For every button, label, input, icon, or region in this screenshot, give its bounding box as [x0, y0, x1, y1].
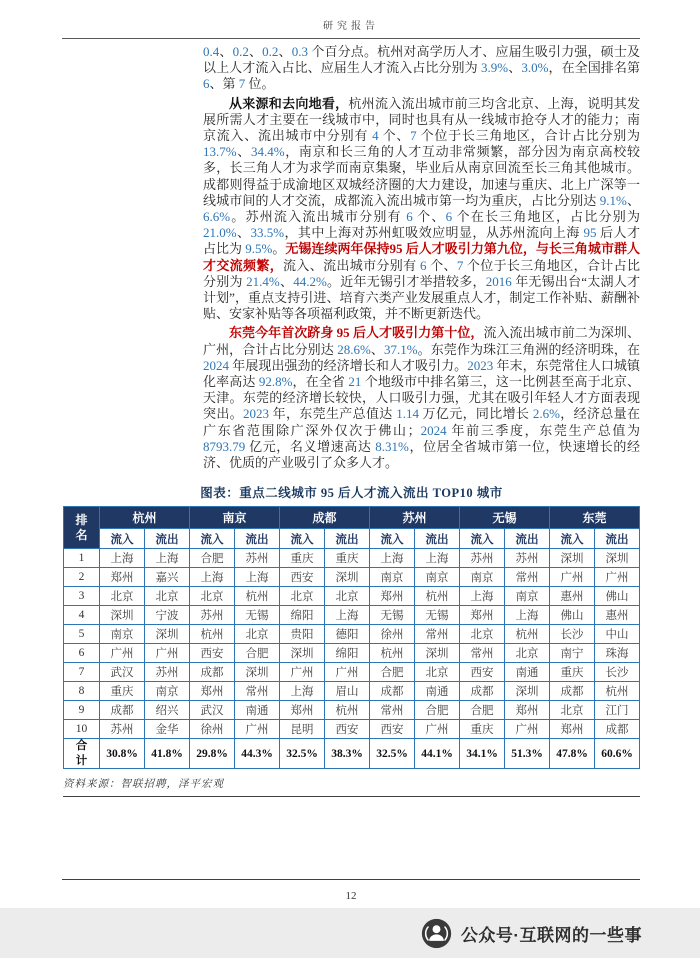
city-cell: 北京	[100, 587, 145, 606]
city-cell: 常州	[415, 625, 460, 644]
city-cell: 南通	[505, 663, 550, 682]
rank-cell: 8	[64, 682, 100, 701]
page-number: 12	[345, 890, 357, 902]
highlighted-number: 0.3	[291, 44, 308, 59]
total-percent-cell: 29.8%	[190, 739, 235, 769]
text-segment-normal: 流入流出城市前二为深圳、广州，合计占比分别达 28.6%、37.1%。东莞作为珠江三角洲的经济明珠，在 2024 年展现出强劲的经济增长和人才吸引力。2023 年末，东莞常住人口城镇化率高达 92.8%，在全省 21 个地级市中排名第三，这一比例甚至高于北京、天津。东莞的经济增长较快，人口吸引力强，尤其在吸引年轻人才方面表现突出。2023 年，东莞生产总值达 1.14 万亿元，同比增长 2.6%，经济总量在广东省范围除广深外仅次于佛山；2024 年前三季度，东莞生产总值为 8793.79 亿元，名义增速高达 8.31%，位居全省城市第一位，快速增长的经济、优质的产业吸引了众多人才。	[203, 325, 640, 471]
flow-in-header: 流入	[100, 529, 145, 549]
rank-cell: 3	[64, 587, 100, 606]
highlighted-number: 13.7%	[203, 144, 237, 160]
highlighted-number: 8.31%	[375, 438, 409, 454]
flow-in-header: 流入	[460, 529, 505, 549]
total-label-cell: 合计	[64, 739, 100, 769]
highlighted-number: 2024	[203, 357, 229, 373]
city-cell: 南通	[235, 701, 280, 720]
city-cell: 重庆	[325, 549, 370, 568]
highlighted-number: 21.4%	[246, 273, 280, 289]
city-cell: 重庆	[460, 720, 505, 739]
city-cell: 无锡	[235, 606, 280, 625]
highlighted-number: 21.0%	[203, 225, 237, 241]
city-cell: 绍兴	[145, 701, 190, 720]
rank-cell: 1	[64, 549, 100, 568]
city-cell: 上海	[460, 587, 505, 606]
city-cell: 常州	[505, 568, 550, 587]
city-cell: 成都	[550, 682, 595, 701]
table-caption: 图表：重点二线城市 95 后人才流入流出 TOP10 城市	[200, 486, 503, 501]
city-cell: 苏州	[505, 549, 550, 568]
highlighted-number: 28.6%	[337, 341, 371, 357]
flow-out-header: 流出	[415, 529, 460, 549]
highlighted-number: 6	[203, 76, 210, 92]
city-cell: 西安	[460, 663, 505, 682]
city-cell: 西安	[280, 568, 325, 587]
city-cell: 杭州	[235, 587, 280, 606]
city-cell: 南京	[370, 568, 415, 587]
city-cell: 西安	[190, 644, 235, 663]
city-cell: 南京	[100, 625, 145, 644]
total-percent-cell: 47.8%	[550, 739, 595, 769]
highlighted-number: 0.2	[262, 44, 279, 59]
total-percent-cell: 32.5%	[280, 739, 325, 769]
page-content	[63, 44, 640, 797]
city-cell: 常州	[235, 682, 280, 701]
city-cell: 西安	[370, 720, 415, 739]
city-cell: 广州	[235, 720, 280, 739]
report-header-title: 研究报告	[323, 21, 379, 32]
data-source-note: 资料来源：智联招聘，泽平宏观	[63, 779, 224, 791]
highlighted-number: 2024	[420, 422, 447, 438]
city-cell: 南京	[505, 587, 550, 606]
table-row	[64, 606, 640, 625]
city-cell: 昆明	[280, 720, 325, 739]
flow-in-header: 流入	[280, 529, 325, 549]
city-cell: 佛山	[550, 606, 595, 625]
city-header: 成都	[280, 507, 370, 529]
total-percent-cell: 44.3%	[235, 739, 280, 769]
city-cell: 徐州	[370, 625, 415, 644]
highlighted-number: 3.0%	[521, 60, 549, 76]
city-cell: 成都	[595, 720, 640, 739]
highlighted-number: 33.5%	[250, 225, 285, 241]
city-cell: 广州	[100, 644, 145, 663]
highlighted-number: 2023	[467, 357, 494, 373]
city-cell: 郑州	[460, 606, 505, 625]
wechat-account-name: 公众号·互联网的一些事	[460, 925, 642, 945]
city-cell: 杭州	[595, 682, 640, 701]
city-cell: 广州	[595, 568, 640, 587]
highlighted-number: 21	[348, 374, 362, 390]
city-cell: 江门	[595, 701, 640, 720]
table-row	[64, 625, 640, 644]
city-cell: 苏州	[190, 606, 235, 625]
talent-flow-table	[63, 506, 640, 769]
total-percent-cell: 34.1%	[460, 739, 505, 769]
city-cell: 深圳	[100, 606, 145, 625]
city-cell: 杭州	[415, 587, 460, 606]
highlighted-number: 95	[583, 225, 597, 241]
rank-cell: 9	[64, 701, 100, 720]
city-cell: 深圳	[415, 644, 460, 663]
highlighted-number: 6	[406, 209, 413, 225]
city-cell: 成都	[190, 663, 235, 682]
city-cell: 深圳	[595, 549, 640, 568]
city-cell: 深圳	[505, 682, 550, 701]
header-rule	[62, 38, 640, 39]
table-row	[64, 682, 640, 701]
flow-out-header: 流出	[595, 529, 640, 549]
city-cell: 武汉	[100, 663, 145, 682]
text-segment-normal: 0.4、0.2、0.2、0.3 个百分点。杭州对高学历人才、应届生吸引力强，硕士及以上人才流入占比、应届生人才流入占比分别为 3.9%、3.0%，在全国排名第 6、第 7 位。	[203, 44, 640, 92]
highlighted-number: 7	[238, 76, 246, 92]
total-percent-cell: 41.8%	[145, 739, 190, 769]
city-cell: 深圳	[325, 568, 370, 587]
city-cell: 合肥	[370, 663, 415, 682]
city-cell: 德阳	[325, 625, 370, 644]
footer-rule	[62, 879, 640, 880]
highlighted-number: 7	[456, 257, 464, 273]
city-cell: 上海	[370, 549, 415, 568]
highlighted-number: 2016	[485, 273, 512, 289]
city-cell: 长沙	[550, 625, 595, 644]
city-cell: 长沙	[595, 663, 640, 682]
city-cell: 贵阳	[280, 625, 325, 644]
city-cell: 杭州	[325, 701, 370, 720]
city-cell: 重庆	[100, 682, 145, 701]
city-cell: 苏州	[235, 549, 280, 568]
city-cell: 上海	[190, 568, 235, 587]
city-cell: 南京	[145, 682, 190, 701]
text-segment-red: 东莞今年首次跻身 95 后人才吸引力第十位，	[229, 325, 484, 341]
city-header: 无锡	[460, 507, 550, 529]
paragraph	[203, 96, 640, 323]
city-cell: 苏州	[145, 663, 190, 682]
table-row	[64, 587, 640, 606]
city-cell: 珠海	[595, 644, 640, 663]
highlighted-number: 2023	[243, 406, 270, 422]
city-cell: 广州	[325, 663, 370, 682]
city-cell: 中山	[595, 625, 640, 644]
city-cell: 郑州	[550, 720, 595, 739]
city-header: 杭州	[100, 507, 190, 529]
city-cell: 武汉	[190, 701, 235, 720]
city-cell: 重庆	[550, 663, 595, 682]
city-cell: 南宁	[550, 644, 595, 663]
city-cell: 合肥	[190, 549, 235, 568]
city-cell: 杭州	[370, 644, 415, 663]
rank-cell: 6	[64, 644, 100, 663]
highlighted-number: 37.1%	[383, 341, 418, 357]
city-cell: 苏州	[460, 549, 505, 568]
highlighted-number: 2.6%	[532, 406, 560, 422]
table-row	[64, 663, 640, 682]
total-percent-cell: 32.5%	[370, 739, 415, 769]
highlighted-number: 3.9%	[481, 60, 509, 76]
city-cell: 杭州	[190, 625, 235, 644]
city-cell: 合肥	[235, 644, 280, 663]
city-cell: 上海	[280, 682, 325, 701]
city-cell: 北京	[145, 587, 190, 606]
city-cell: 深圳	[235, 663, 280, 682]
page-footer	[62, 879, 640, 902]
text-segment-normal: 杭州流入流出城市前三均含北京、上海，说明其发展所需人才主要在一线城市中，同时也具有从一线城市抢夺人才的能力；南京流入、流出城市中分别有 4 个、7 个位于长三角地区，合计占比分别为 13.7%、34.4%，南京和长三角的人才互动非常频繁，部分因为南京高校较多，长三角人才为求学而南京集聚，毕业后从南京回流至长三角其他城市。成都则得益于成渝地区双城经济圈的大力建设，加速与重庆、北上广深等一线城市间的人才交流，成都流入流出城市第一均为重庆，占比分别达 9.1%、6.6%。苏州流入流出城市分别有 6 个、6 个在长三角地区，占比分别为 21.0%、33.5%，其中上海对苏州虹吸效应明显，从苏州流向上海 95 后人才占比为 9.5%。	[203, 95, 640, 257]
city-cell: 眉山	[325, 682, 370, 701]
highlighted-number: 8793.79	[203, 438, 246, 454]
city-cell: 无锡	[415, 606, 460, 625]
city-cell: 北京	[460, 625, 505, 644]
city-cell: 合肥	[460, 701, 505, 720]
flow-in-header: 流入	[370, 529, 415, 549]
highlighted-number: 9.1%	[599, 192, 627, 208]
city-cell: 广州	[280, 663, 325, 682]
table-row	[64, 549, 640, 568]
city-cell: 惠州	[550, 587, 595, 606]
rank-cell: 2	[64, 568, 100, 587]
city-cell: 南通	[415, 682, 460, 701]
city-header: 苏州	[370, 507, 460, 529]
text-segment-bold: 从来源和去向地看，	[229, 95, 349, 111]
city-cell: 绵阳	[280, 606, 325, 625]
rank-cell: 4	[64, 606, 100, 625]
city-cell: 上海	[235, 568, 280, 587]
highlighted-number: 9.5%	[245, 241, 273, 257]
city-cell: 郑州	[505, 701, 550, 720]
city-cell: 成都	[370, 682, 415, 701]
table-row	[64, 720, 640, 739]
city-cell: 无锡	[370, 606, 415, 625]
highlighted-number: 4	[372, 128, 379, 144]
table-row	[64, 701, 640, 720]
city-cell: 北京	[550, 701, 595, 720]
city-cell: 常州	[370, 701, 415, 720]
city-cell: 北京	[505, 644, 550, 663]
flow-out-header: 流出	[325, 529, 370, 549]
city-cell: 北京	[280, 587, 325, 606]
city-cell: 广州	[505, 720, 550, 739]
city-cell: 上海	[505, 606, 550, 625]
highlighted-number: 1.14	[396, 406, 419, 422]
flow-out-header: 流出	[235, 529, 280, 549]
highlighted-number: 6	[445, 209, 453, 225]
total-percent-cell: 38.3%	[325, 739, 370, 769]
flow-out-header: 流出	[145, 529, 190, 549]
flow-in-header: 流入	[190, 529, 235, 549]
highlighted-number: 6	[420, 257, 427, 273]
city-cell: 北京	[325, 587, 370, 606]
city-cell: 上海	[325, 606, 370, 625]
total-percent-cell: 51.3%	[505, 739, 550, 769]
city-cell: 重庆	[280, 549, 325, 568]
highlighted-number: 44.2%	[293, 273, 327, 289]
table-row	[64, 568, 640, 587]
city-cell: 苏州	[100, 720, 145, 739]
city-cell: 惠州	[595, 606, 640, 625]
city-cell: 金华	[145, 720, 190, 739]
table-row	[64, 644, 640, 663]
city-cell: 郑州	[100, 568, 145, 587]
city-cell: 深圳	[550, 549, 595, 568]
wechat-account-banner[interactable]	[0, 908, 700, 958]
paragraph	[203, 44, 640, 93]
highlighted-number: 7	[410, 128, 417, 144]
city-cell: 深圳	[145, 625, 190, 644]
city-cell: 南京	[460, 568, 505, 587]
page-header	[62, 0, 640, 39]
highlighted-number: 0.4	[203, 44, 220, 59]
text-segment-red: 无锡连续两年保持95 后人才吸引力第九位，与长三角城市群人才交流频繁，	[203, 241, 640, 273]
city-cell: 成都	[100, 701, 145, 720]
text-segment-normal: 流入、流出城市分别有 6 个、7 个位于长三角地区，合计占比分别为 21.4%、44.2%。近年无锡引才举措较多，2016 年无锡出台“太湖人才计划”，重点支持引进、培育六类产业发展重点人才，制定工作补贴、薪酬补贴、安家补贴等各项福利政策，并不断更新迭代。	[203, 257, 640, 322]
rank-column-header: 排名	[64, 507, 100, 549]
city-cell: 成都	[460, 682, 505, 701]
total-percent-cell: 44.1%	[415, 739, 460, 769]
city-cell: 广州	[415, 720, 460, 739]
total-percent-cell: 30.8%	[100, 739, 145, 769]
city-cell: 南京	[415, 568, 460, 587]
city-cell: 绵阳	[325, 644, 370, 663]
city-cell: 常州	[460, 644, 505, 663]
city-cell: 徐州	[190, 720, 235, 739]
city-cell: 郑州	[190, 682, 235, 701]
highlighted-number: 34.4%	[250, 144, 285, 160]
city-cell: 广州	[145, 644, 190, 663]
city-cell: 北京	[235, 625, 280, 644]
paragraph	[203, 325, 640, 471]
highlighted-number: 6.6%	[203, 209, 231, 225]
rank-cell: 10	[64, 720, 100, 739]
city-cell: 杭州	[505, 625, 550, 644]
total-row	[64, 739, 640, 769]
city-cell: 合肥	[415, 701, 460, 720]
city-cell: 西安	[325, 720, 370, 739]
city-cell: 上海	[145, 549, 190, 568]
rank-cell: 7	[64, 663, 100, 682]
city-header: 南京	[190, 507, 280, 529]
body-paragraphs	[203, 44, 640, 471]
city-cell: 宁波	[145, 606, 190, 625]
flow-in-header: 流入	[550, 529, 595, 549]
city-header: 东莞	[550, 507, 640, 529]
city-cell: 北京	[190, 587, 235, 606]
source-rule	[63, 796, 640, 797]
city-cell: 佛山	[595, 587, 640, 606]
total-percent-cell: 60.6%	[595, 739, 640, 769]
city-cell: 深圳	[280, 644, 325, 663]
rank-cell: 5	[64, 625, 100, 644]
city-cell: 上海	[100, 549, 145, 568]
city-cell: 郑州	[280, 701, 325, 720]
city-cell: 北京	[415, 663, 460, 682]
highlighted-number: 92.8%	[258, 374, 293, 390]
highlighted-number: 0.2	[232, 44, 249, 59]
city-cell: 广州	[550, 568, 595, 587]
city-cell: 郑州	[370, 587, 415, 606]
city-cell: 嘉兴	[145, 568, 190, 587]
city-cell: 上海	[415, 549, 460, 568]
wechat-official-account-icon	[421, 918, 452, 949]
flow-out-header: 流出	[505, 529, 550, 549]
